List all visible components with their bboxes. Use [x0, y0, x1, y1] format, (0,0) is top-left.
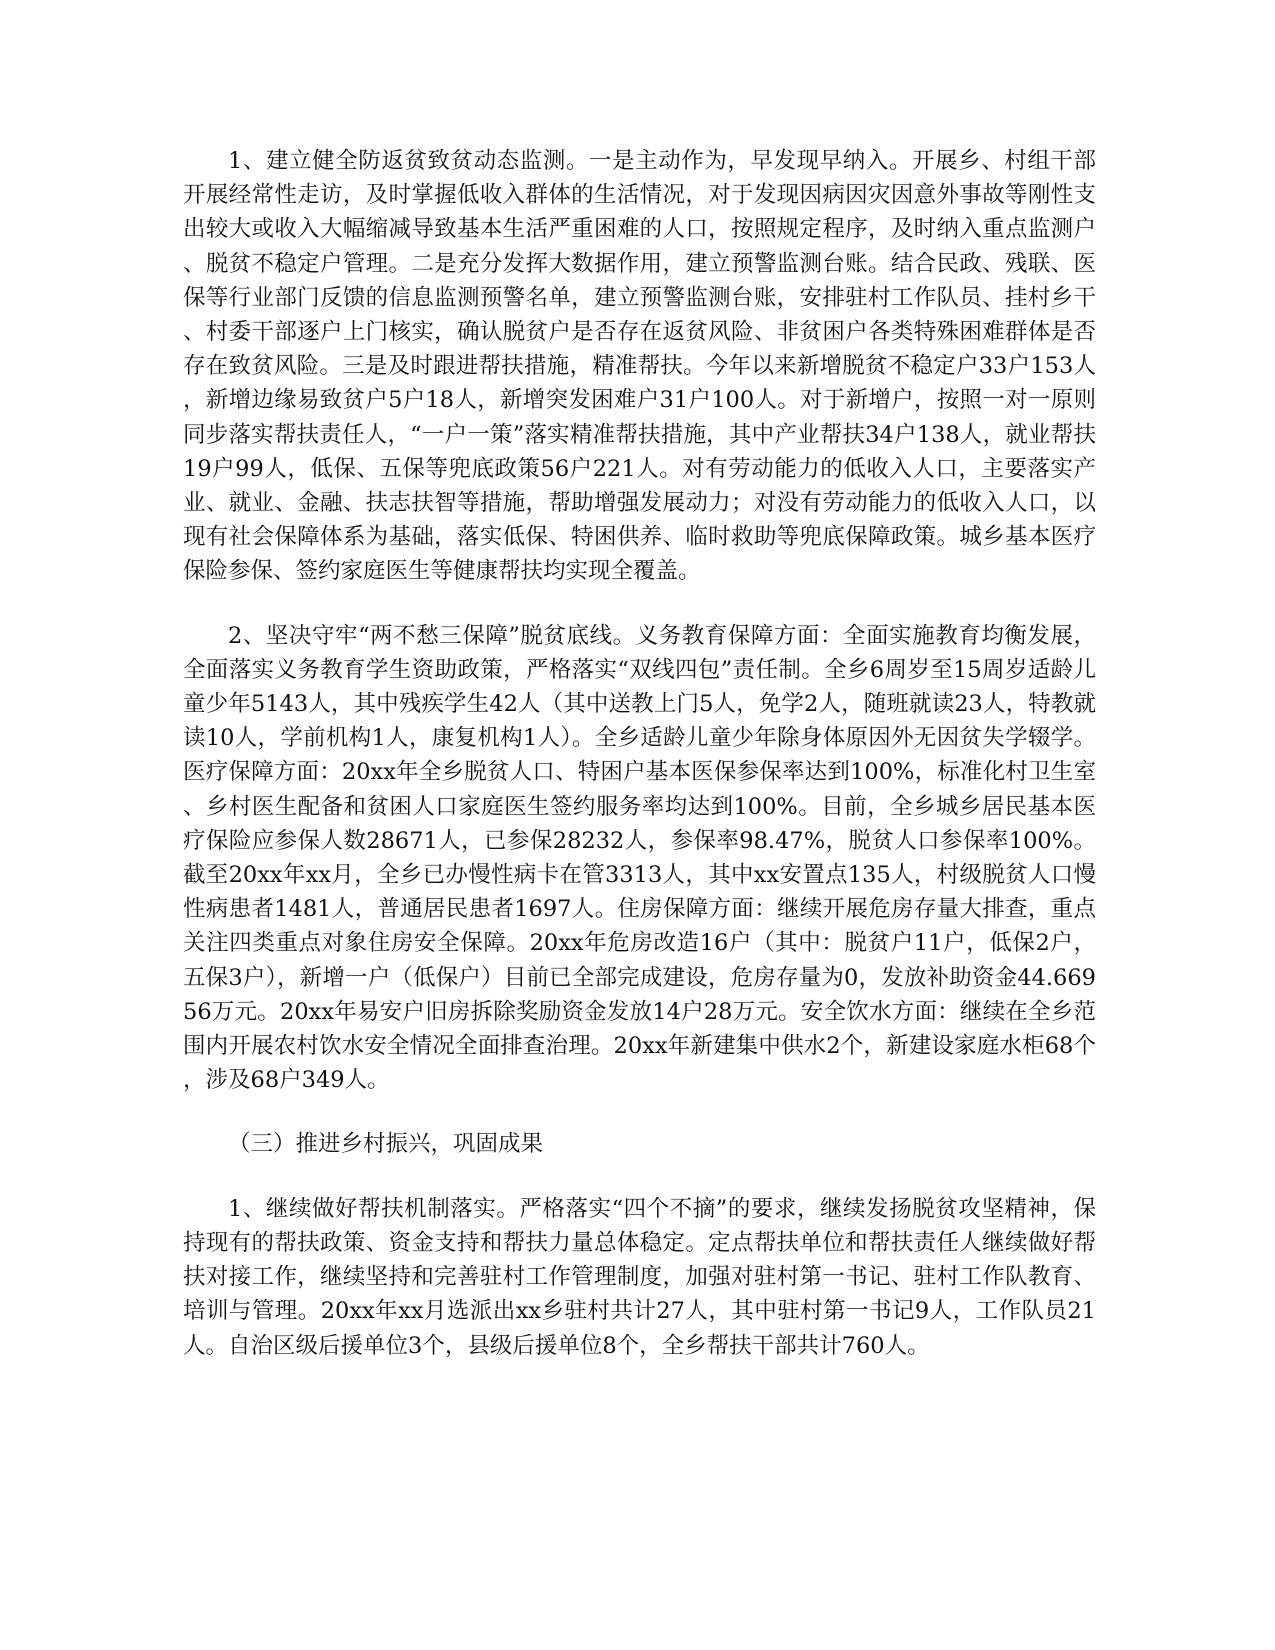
paragraph-assistance-mechanism: 1、继续做好帮扶机制落实。严格落实“四个不摘”的要求，继续发扬脱贫攻坚精神，保持现有的帮扶政策、资金支持和帮扶力量总体稳定。定点帮扶单位和帮扶责任人继续做好帮扶对接工作，继续坚持和完善驻村工作管理制度，加强对驻村第一书记、驻村工作队教育、培训与管理。20xx年xx月选派出xx乡驻村共计27人，其中驻村第一书记9人，工作队员21人。自治区级后援单位3个，县级后援单位8个，全乡帮扶干部共计760人。 — [183, 1195, 1096, 1359]
paragraph-poverty-monitoring: 1、建立健全防返贫致贫动态监测。一是主动作为，早发现早纳入。开展乡、村组干部开展经常性走访，及时掌握低收入群体的生活情况，对于发现因病因灾因意外事故等刚性支出较大或收入大幅缩减导致基本生活严重困难的人口，按照规定程序，及时纳入重点监测户、脱贫不稳定户管理。二是充分发挥大数据作用，建立预警监测台账。结合民政、残联、医保等行业部门反馈的信息监测预警名单，建立预警监测台账，安排驻村工作队员、挂村乡干、村委干部逐户上门核实，确认脱贫户是否存在返贫风险、非贫困户各类特殊困难群体是否存在致贫风险。三是及时跟进帮扶措施，精准帮扶。今年以来新增脱贫不稳定户33户153人，新增边缘易致贫户5户18人，新增突发困难户31户100人。对于新增户，按照一对一原则同步落实帮扶责任人，“一户一策”落实精准帮扶措施，其中产业帮扶34户138人，就业帮扶19户99人，低保、五保等兜底政策56户221人。对有劳动能力的低收入人口，主要落实产业、就业、金融、扶志扶智等措施，帮助增强发展动力；对没有劳动能力的低收入人口，以现有社会保障体系为基础，落实低保、特困供养、临时救助等兜底保障政策。城乡基本医疗保险参保、签约家庭医生等健康帮扶均实现全覆盖。 — [183, 148, 1096, 585]
paragraph-basic-guarantees: 2、坚决守牢“两不愁三保障”脱贫底线。义务教育保障方面：全面实施教育均衡发展，全面落实义务教育学生资助政策，严格落实“双线四包”责任制。全乡6周岁至15周岁适龄儿童少年5143人，其中残疾学生42人（其中送教上门5人，免学2人，随班就读23人，特教就读10人，学前机构1人，康复机构1人）。全乡适龄儿童少年除身体原因外无因贫失学辍学。医疗保障方面：20xx年全乡脱贫人口、特困户基本医保参保率达到100%，标准化村卫生室、乡村医生配备和贫困人口家庭医生签约服务率均达到100%。目前，全乡城乡居民基本医疗保险应参保人数28671人，已参保28232人，参保率98.47%，脱贫人口参保率100%。截至20xx年xx月，全乡已办慢性病卡在管3313人，其中xx安置点135人，村级脱贫人口慢性病患者1481人，普通居民患者1697人。住房保障方面：继续开展危房存量大排查，重点关注四类重点对象住房安全保障。20xx年危房改造16户（其中：脱贫户11户，低保2户，五保3户），新增一户（低保户）目前已全部完成建设，危房存量为0，发放补助资金44.66956万元。20xx年易安户旧房拆除奖励资金发放14户28万元。安全饮水方面：继续在全乡范围内开展农村饮水安全情况全面排查治理。20xx年新建集中供水2个，新建设家庭水柜68个，涉及68户349人。 — [183, 622, 1096, 1094]
section-heading-rural-revitalization: （三）推进乡村振兴，巩固成果 — [228, 1131, 544, 1158]
document-page — [183, 144, 1096, 1363]
